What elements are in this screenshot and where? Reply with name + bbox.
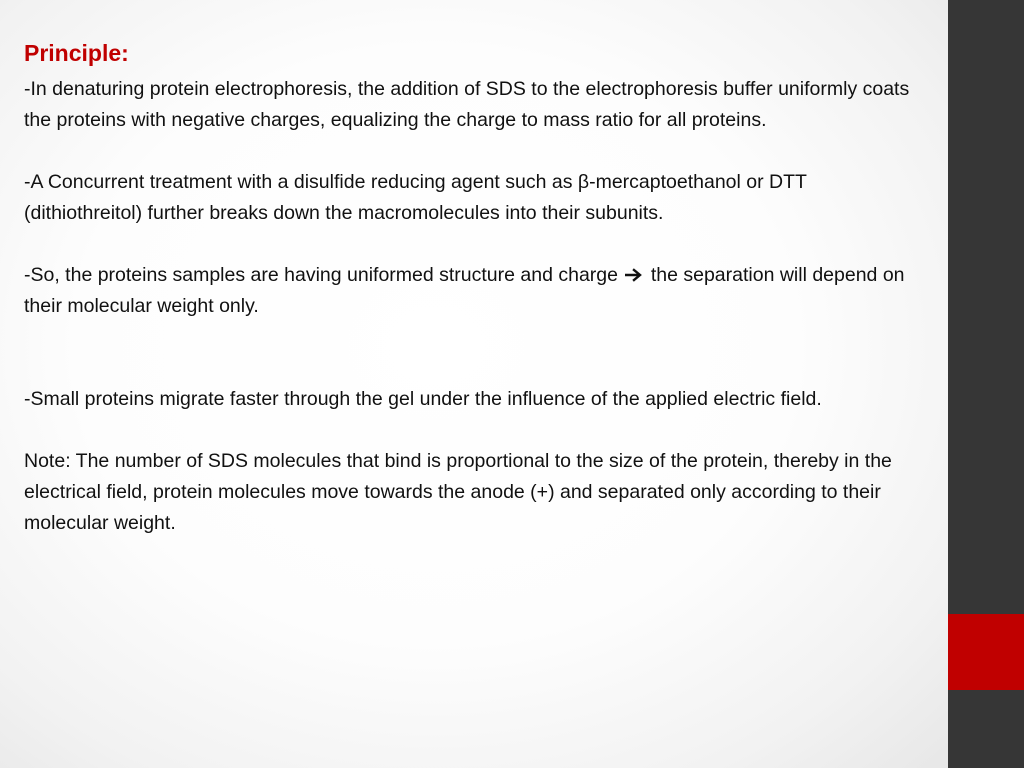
paragraph-sds-coating: -In denaturing protein electrophoresis, the addition of SDS to the electrophoresis buffer uniformly coats the proteins with negative charges, equalizing the charge to mass ratio for all proteins. [24, 78, 910, 131]
paragraph-text-before-arrow: -So, the proteins samples are having uniformed structure and charge [24, 264, 624, 286]
paragraph-note: Note: The number of SDS molecules that bind is proportional to the size of the protein, thereby in the electrical field, protein molecules move towards the anode (+) and separated only according to their molecular weight. [24, 450, 892, 534]
paragraph-text-after-arrow: the separation will depend on their molecular weight only. [24, 264, 905, 317]
paragraph-uniform-structure [24, 260, 924, 322]
paragraph-reducing-agent: -A Concurrent treatment with a disulfide reducing agent such as β-mercaptoethanol or DTT (dithiothreitol) further breaks down the macromolecules into their subunits. [24, 171, 807, 224]
sidebar-accent-block [948, 614, 1024, 690]
paragraph-small-proteins: -Small proteins migrate faster through the gel under the influence of the applied electric field. [24, 388, 822, 410]
arrow-right-icon [625, 268, 643, 282]
slide-title: Principle: [24, 40, 129, 66]
slide-content [24, 39, 924, 570]
